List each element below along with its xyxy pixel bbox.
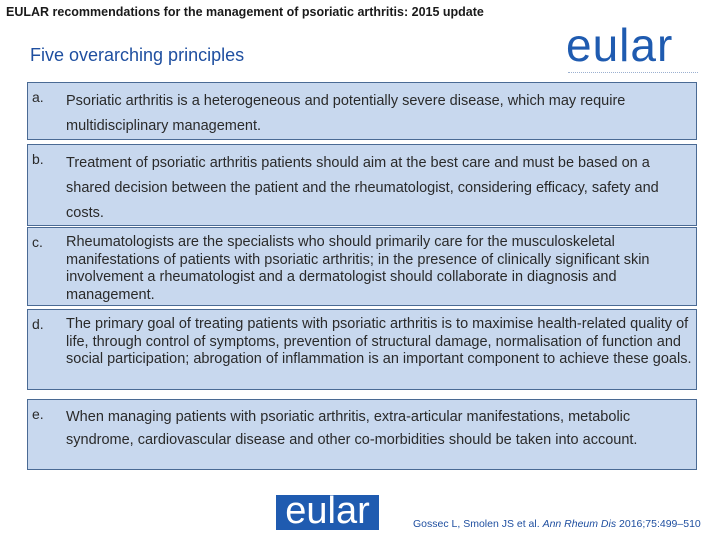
principle-e <box>27 399 697 470</box>
page-title: EULAR recommendations for the management of psoriatic arthritis: 2015 update <box>6 5 484 19</box>
principle-letter: a. <box>32 89 44 105</box>
citation-journal: Ann Rheum Dis <box>542 518 617 530</box>
principle-c <box>27 227 697 306</box>
principle-d <box>27 309 697 390</box>
principle-a <box>27 82 697 140</box>
principle-letter: d. <box>32 316 44 332</box>
principle-text: The primary goal of treating patients with psoriatic arthritis is to maximise health-related quality of life, through control of symptoms, prevention of structural damage, normalisation of function and social participation; abrogation of inflammation is an important component to achieve these goals. <box>66 316 692 367</box>
citation <box>413 518 701 530</box>
principle-text: Psoriatic arthritis is a heterogeneous and potentially severe disease, which may require multidisciplinary management. <box>66 93 626 134</box>
section-subtitle: Five overarching principles <box>30 45 245 65</box>
principle-letter: c. <box>32 234 43 250</box>
principle-letter: b. <box>32 151 44 167</box>
citation-details: 2016;75:499–510 <box>616 518 701 530</box>
principle-letter: e. <box>32 406 44 422</box>
eular-logo: eular <box>566 19 674 71</box>
principle-text: Treatment of psoriatic arthritis patients should aim at the best care and must be based on a shared decision between the patient and the rheumatologist, considering efficacy, safety and costs. <box>66 155 659 221</box>
citation-authors: Gossec L, Smolen JS et al. <box>413 518 543 530</box>
principle-b <box>27 144 697 226</box>
principle-text: Rheumatologists are the specialists who should primarily care for the musculoskeletal manifestations of patients with psoriatic arthritis; in the presence of clinically significant skin involvement a rheumatologist and a dermatologist should collaborate in diagnosis and management. <box>66 234 650 303</box>
eular-logo-footer: eular <box>276 495 379 530</box>
principle-text: When managing patients with psoriatic arthritis, extra-articular manifestations, metabolic syndrome, cardiovascular disease and other co-morbidities should be taken into account. <box>66 409 638 448</box>
logo-tagline-line <box>568 72 698 76</box>
